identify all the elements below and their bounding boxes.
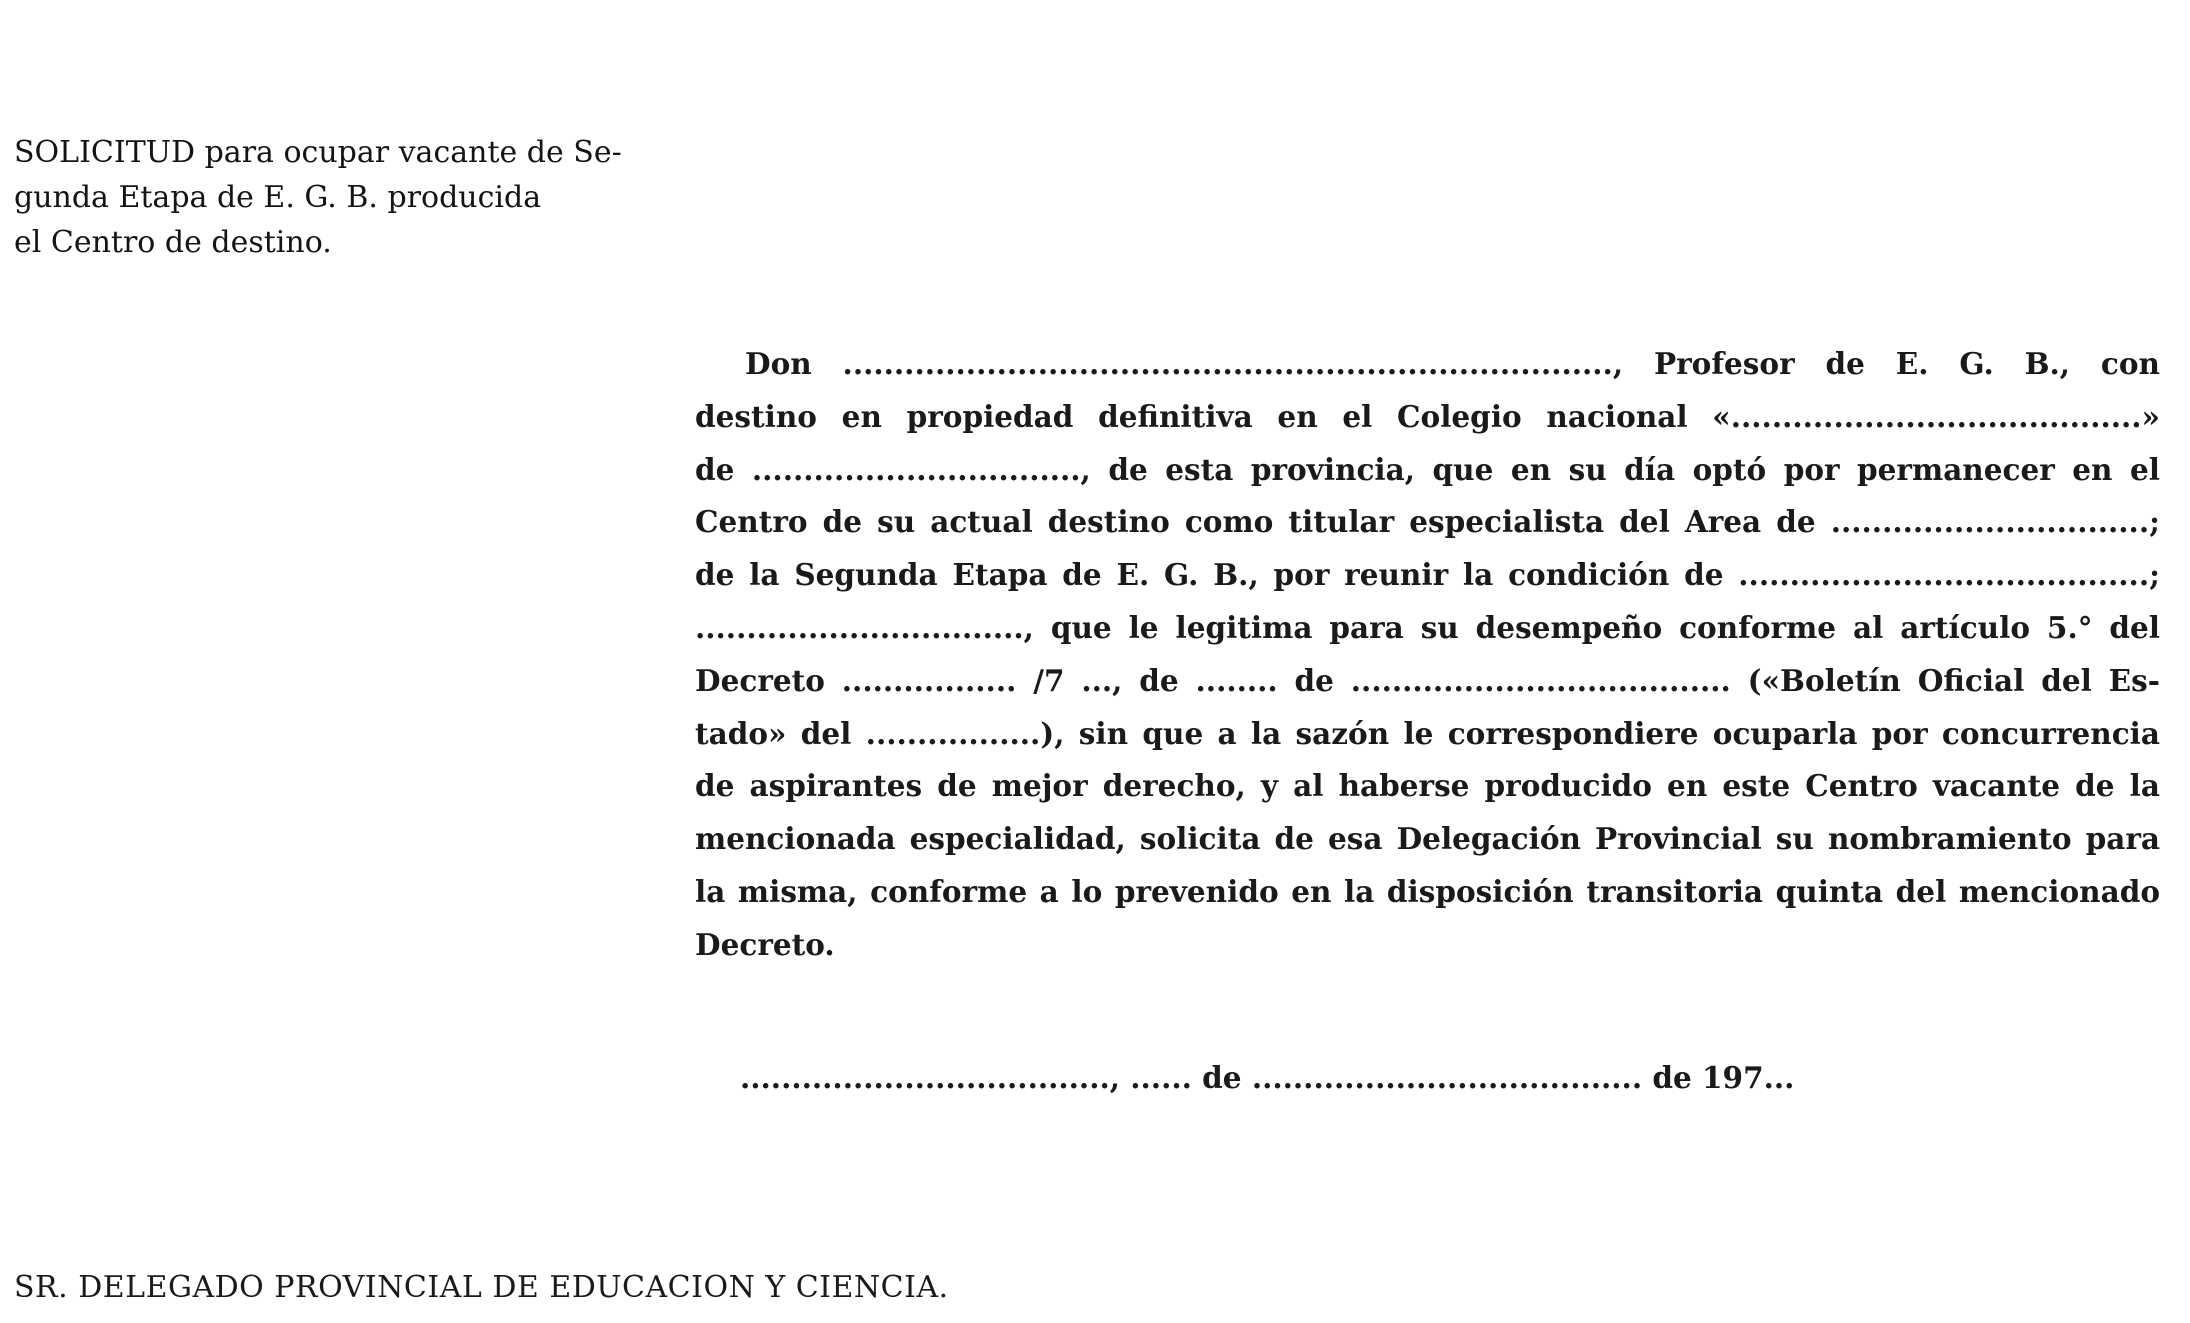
body-line-11: la misma, conforme a lo prevenido en la disposición transitoria quinta del mencionado [695,873,2160,909]
body-line-12: Decreto. [695,926,835,962]
document-heading [14,130,714,265]
request-body [695,338,2160,972]
date-line: ...................................., ...... de ...................................... de 197... [740,1060,1795,1095]
body-line-2: destino en propiedad definitiva en el Colegio nacional «........................................» [695,398,2160,434]
addressee: SR. DELEGADO PROVINCIAL DE EDUCACION Y CIENCIA. [14,1270,949,1305]
body-line-4: Centro de su actual destino como titular especialista del Area de ...............................; [695,504,2160,540]
body-line-9: de aspirantes de mejor derecho, y al haberse producido en este Centro vacante de la [695,768,2160,804]
body-line-7: Decreto ................. /7 ..., de ........ de ..................................... («Boletín Oficial del Es- [695,662,2160,698]
body-line-8: tado» del .................), sin que a la sazón le correspondiere ocuparla por concurrencia [695,715,2160,751]
heading-line-2: gunda Etapa de E. G. B. producida [14,180,542,215]
heading-line-3: el Centro de destino. [14,225,332,260]
body-line-3: de ................................, de esta provincia, que en su día optó por permanecer en el [695,451,2160,487]
body-line-1: Don ..........................................................................., Profesor de E. G. B., con [745,346,2160,381]
body-line-5: de la Segunda Etapa de E. G. B., por reunir la condición de ........................................; [695,557,2160,593]
body-line-10: mencionada especialidad, solicita de esa Delegación Provincial su nombramiento para [695,821,2160,857]
body-line-6: ................................, que le legitima para su desempeño conforme al artículo 5.° del [695,609,2160,645]
heading-line-1: SOLICITUD para ocupar vacante de Se- [14,135,622,170]
